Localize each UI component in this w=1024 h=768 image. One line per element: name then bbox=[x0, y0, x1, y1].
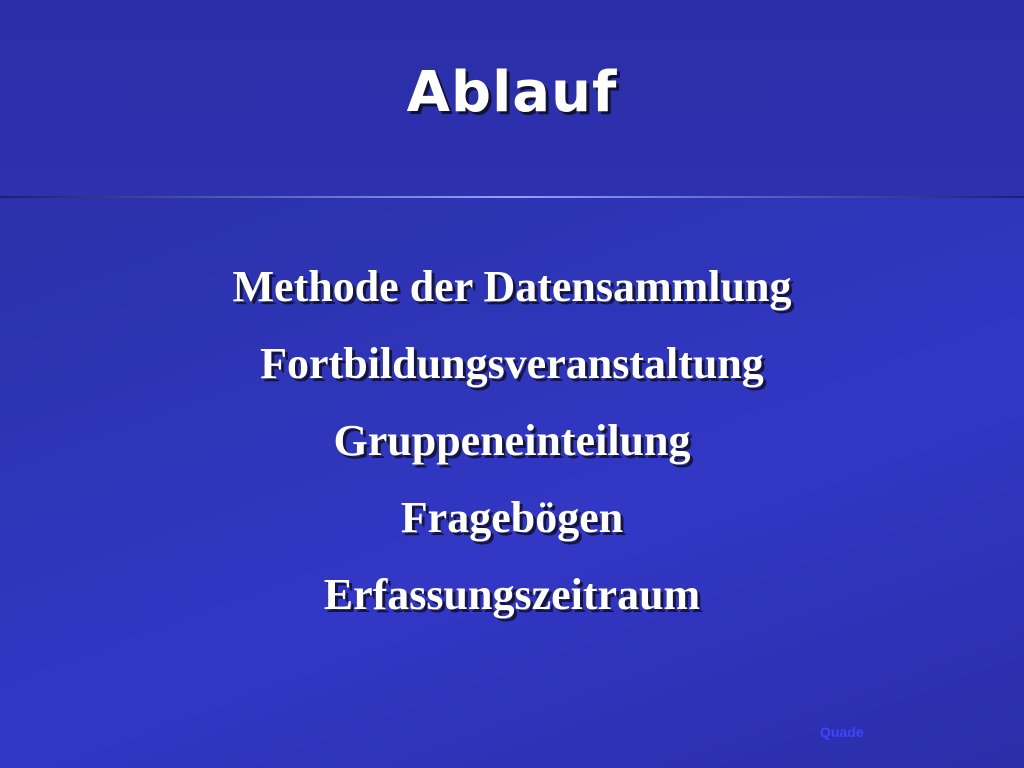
agenda-item: Erfassungszeitraum bbox=[323, 570, 701, 619]
agenda-item: Fortbildungsveranstaltung bbox=[260, 339, 764, 388]
footer-author: Quade bbox=[820, 724, 864, 740]
agenda-item: Fragebögen bbox=[400, 493, 624, 542]
slide-title: Ablauf bbox=[406, 60, 618, 125]
title-divider bbox=[0, 196, 1024, 198]
title-area bbox=[0, 0, 1024, 196]
agenda-item: Methode der Datensammlung bbox=[232, 262, 792, 311]
agenda-item: Gruppeneinteilung bbox=[333, 416, 691, 465]
agenda-list bbox=[0, 248, 1024, 633]
